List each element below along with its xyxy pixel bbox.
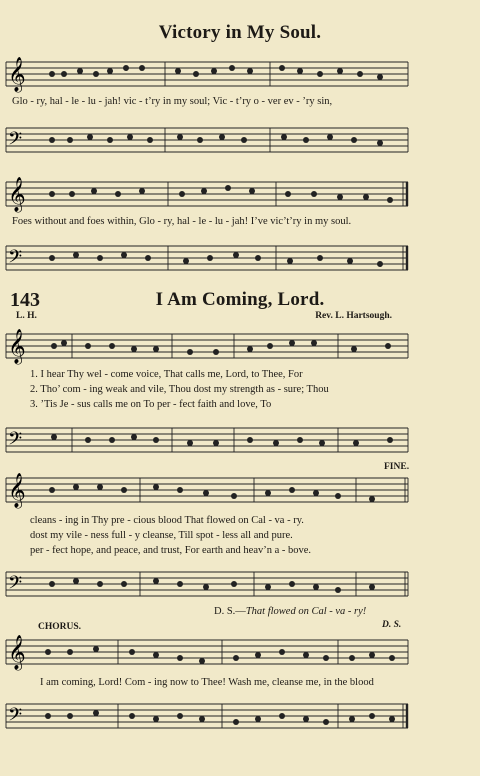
ds-label: D. S. xyxy=(382,620,402,630)
hymn-title-coming: I Am Coming, Lord. xyxy=(155,289,325,310)
verse2-line1: 2. Tho’ com - ing weak and vile, Thou dost my strength as - sure; Thou xyxy=(30,384,329,395)
music-staff-treble-5 xyxy=(0,630,480,674)
music-staff-treble-1 xyxy=(0,46,480,96)
svg-text:𝄢: 𝄢 xyxy=(8,573,23,598)
svg-text:𝄞: 𝄞 xyxy=(8,177,26,212)
fine-label: FINE. xyxy=(384,462,410,472)
verse3-line2: per - fect hope, and peace, and trust, For earth and heav’n a - bove. xyxy=(30,545,312,556)
author-credit: Rev. L. Hartsough. xyxy=(315,311,392,321)
music-staff-bass-3 xyxy=(0,414,480,460)
hymn-title-victory: Victory in My Soul. xyxy=(158,22,322,43)
music-staff-treble-3 xyxy=(0,322,480,366)
music-staff-treble-2 xyxy=(0,172,480,216)
svg-text:𝄢: 𝄢 xyxy=(8,429,23,454)
verse1-line2: cleans - ing in Thy pre - cious blood That flowed on Cal - va - ry. xyxy=(30,515,304,526)
music-staff-bass-5 xyxy=(0,690,480,740)
ds-line-italic: That flowed on Cal - va - ry! xyxy=(245,606,367,617)
music-staff-bass-4 xyxy=(0,558,480,602)
composer-credit: L. H. xyxy=(16,311,37,321)
chorus-label: CHORUS. xyxy=(38,622,82,632)
svg-text:𝄢: 𝄢 xyxy=(8,247,23,272)
music-staff-bass-1 xyxy=(0,108,480,158)
svg-text:𝄞: 𝄞 xyxy=(8,57,26,92)
ds-line xyxy=(214,606,366,617)
lyric-line-a1: Glo - ry, hal - le - lu - jah! vic - t’ry in my soul; Vic - t’ry o - ver ev - ’ry sin, xyxy=(12,96,333,107)
music-staff-bass-2 xyxy=(0,228,480,280)
verse3-line1: 3. ’Tis Je - sus calls me on To per - fect faith and love, To xyxy=(30,399,272,410)
verse2-line2: dost my vile - ness full - y cleanse, Till spot - less all and pure. xyxy=(30,530,293,541)
music-staff-treble-4 xyxy=(0,468,480,512)
hymn-number: 143 xyxy=(10,289,40,311)
ds-line-prefix: D. S.— xyxy=(214,606,246,617)
svg-text:𝄢: 𝄢 xyxy=(8,129,23,154)
svg-text:𝄞: 𝄞 xyxy=(8,635,26,670)
svg-text:𝄞: 𝄞 xyxy=(8,473,26,508)
lyric-line-a2: Foes without and foes within, Glo - ry, hal - le - lu - jah! I’ve vic’t’ry in my soul. xyxy=(12,216,352,227)
svg-text:𝄞: 𝄞 xyxy=(8,329,26,364)
chorus-lyric: I am coming, Lord! Com - ing now to Thee! Wash me, cleanse me, in the blood xyxy=(40,677,374,688)
verse1-line1: 1. I hear Thy wel - come voice, That calls me, Lord, to Thee, For xyxy=(30,369,303,380)
svg-text:𝄢: 𝄢 xyxy=(8,705,23,730)
